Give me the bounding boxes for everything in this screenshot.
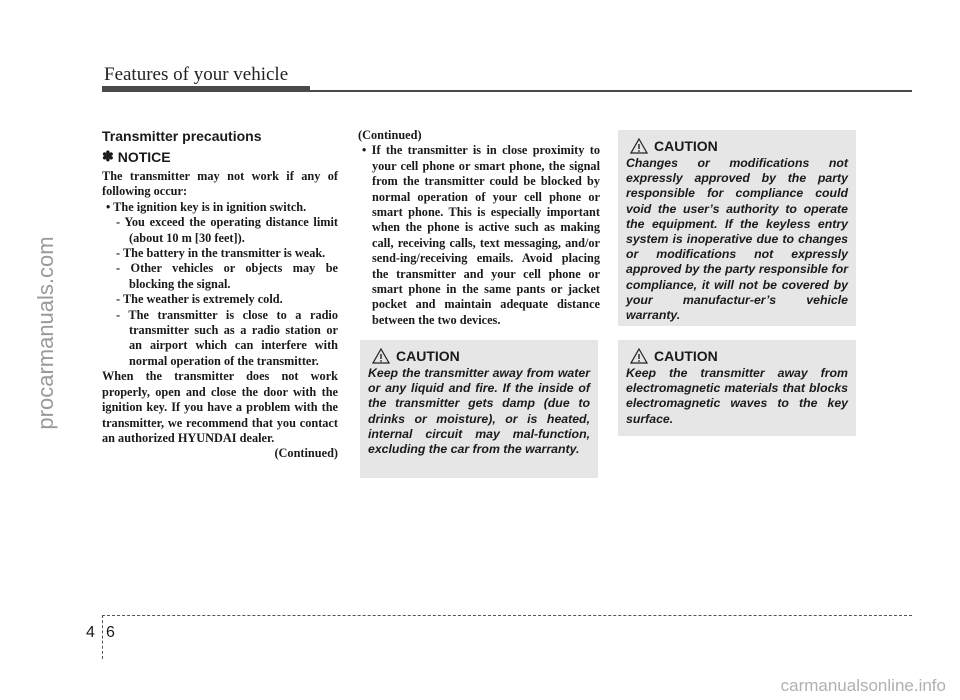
notice-sub-item: - Other vehicles or objects may be blocking the signal. bbox=[116, 261, 338, 291]
warning-triangle-icon bbox=[372, 348, 390, 364]
caution-box-modifications bbox=[618, 130, 856, 326]
notice-sub-item: - You exceed the operating distance limit (about 10 m [30 feet]). bbox=[116, 215, 338, 245]
notice-sub-item: - The weather is extremely cold. bbox=[116, 292, 283, 307]
notice-sub-item: - The transmitter is close to a radio transmitter such as a radio station or an airport which can interfere with normal operation of the transmitter. bbox=[116, 307, 338, 368]
warning-triangle-icon bbox=[630, 138, 648, 154]
watermark-left-text: procarmanuals.com bbox=[33, 236, 58, 430]
header-bar bbox=[102, 86, 310, 92]
caution-box-water bbox=[360, 340, 598, 478]
page-header-title: Features of your vehicle bbox=[104, 64, 289, 85]
caution-text: Changes or modifications not expressly approved by the party responsible for compliance could void the user’s authority to operate the equipment. If the keyless entry system is inoperative due to changes or modifications not expressly approved by the party responsible for compliance, it will not be covered by your manufactur-er’s vehicle warranty. bbox=[626, 156, 848, 323]
section-title: Transmitter precautions bbox=[102, 128, 262, 144]
caution-text: Keep the transmitter away from electromagnetic materials that blocks electromagnetic waves to the key surface. bbox=[626, 366, 848, 426]
caution-title: CAUTION bbox=[396, 348, 460, 364]
page-number: 6 bbox=[106, 624, 115, 641]
header-rule bbox=[310, 90, 912, 92]
notice-intro: The transmitter may not work if any of following occur: bbox=[102, 169, 338, 199]
chapter-number: 4 bbox=[86, 624, 95, 641]
caution-title: CAUTION bbox=[654, 348, 718, 364]
caution-title: CAUTION bbox=[654, 138, 718, 154]
notice-paragraph: When the transmitter does not work properly, open and close the door with the ignition key. If you have a problem with the transmitter, we recommend that you contact an authorized HYUNDAI dealer. bbox=[102, 369, 338, 445]
continued-label: (Continued) bbox=[274, 446, 338, 461]
warning-triangle-icon bbox=[630, 348, 648, 364]
left-column bbox=[102, 128, 338, 462]
proximity-bullet: • If the transmitter is in close proximity to your cell phone or smart phone, the signal from the transmitter could be blocked by normal operation of your cell phone or smart phone. This is especially important when the phone is active such as making call, receiving calls, text messaging, and/or send-ing/receiving emails. Avoid placing the transmitter and your cell phone or smart phone in the same pants or jacket pocket and maintain adequate distance between the two devices. bbox=[362, 143, 600, 327]
footer-divider bbox=[102, 615, 103, 659]
watermark-left bbox=[34, 168, 58, 498]
middle-column bbox=[358, 128, 600, 328]
notice-star-icon: ✽ bbox=[102, 148, 114, 164]
notice-label: NOTICE bbox=[117, 148, 171, 165]
footer-rule bbox=[102, 615, 912, 616]
continued-label: (Continued) bbox=[358, 128, 422, 142]
watermark-bottom: carmanualsonline.info bbox=[780, 676, 946, 695]
caution-text: Keep the transmitter away from water or any liquid and fire. If the inside of the transmitter gets damp (due to drinks or moisture), or is heated, internal circuit may mal-function, excluding the car from the warranty. bbox=[368, 366, 590, 457]
notice-heading bbox=[102, 148, 338, 165]
notice-sub-item: - The battery in the transmitter is weak. bbox=[116, 246, 326, 261]
caution-box-electromagnetic bbox=[618, 340, 856, 436]
notice-bullet: • The ignition key is in ignition switch. bbox=[106, 199, 307, 214]
